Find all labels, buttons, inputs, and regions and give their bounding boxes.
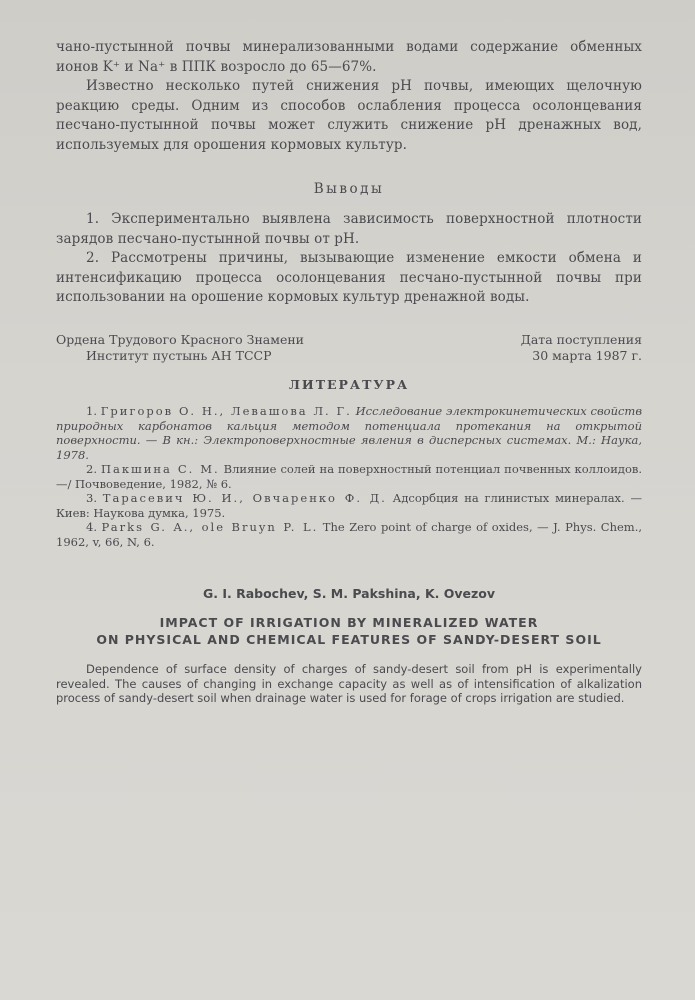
reference-authors: Григоров О. Н., Левашова Л. Г.: [100, 404, 352, 418]
date-value: 30 марта 1987 г.: [532, 348, 642, 363]
english-title-line-2: ON PHYSICAL AND CHEMICAL FEATURES OF SANDY-DESERT SOIL: [96, 632, 602, 647]
reference-number: 3.: [86, 491, 97, 505]
conclusion-item-2: 2. Рассмотрены причины, вызывающие изменение емкости обмена и интенсификацию процесса осолонцевания песчано-пустынной почвы при использовании на орошение кормовых культур дренажной воды.: [56, 250, 642, 305]
affiliation-block: [56, 332, 642, 364]
intro-paragraph-1: чано-пустынной почвы минерализованными водами содержание обменных ионов K⁺ и Na⁺ в ППК возросло до 65—67%.: [56, 39, 642, 75]
reference-authors: Тарасевич Ю. И., Овчаренко Ф. Д.: [102, 491, 387, 505]
reference-number: 1.: [86, 404, 97, 418]
conclusions-list: [56, 210, 642, 308]
institute: [56, 332, 304, 364]
references-list: [56, 404, 642, 549]
reference-item: [56, 404, 642, 462]
conclusions-heading: Выводы: [313, 181, 385, 197]
intro-paragraph-2: Известно несколько путей снижения pH почвы, имеющих щелочную реакцию среды. Одним из способов ослабления процесса осолонцевания песчано-пустынной почвы может служить снижение pH дренажных вод, используемых для орошения кормовых культур.: [56, 78, 642, 153]
reference-authors: Parks G. A., ole Bruyn P. L.: [101, 520, 319, 534]
english-title-line-1: IMPACT OF IRRIGATION BY MINERALIZED WATER: [159, 615, 539, 630]
reference-item: [56, 520, 642, 549]
intro-section: [56, 38, 642, 155]
reference-number: 4.: [86, 520, 97, 534]
reference-item: [56, 491, 642, 520]
reference-text: The Zero point of charge of oxides, — J. Phys. Chem., 1962, v, 66, N, 6.: [56, 520, 643, 549]
reference-text: Исследование электрокинетических свойств природных карбонатов кальция методом потенциала протекания на открытой поверхности. — В кн.: Электроповерхностные явления в дисперсных системах. М.: Наука, 1978.: [56, 404, 643, 462]
reference-item: [56, 462, 642, 491]
reference-text: Адсорбция на глинистых минералах. — Киев: Наукова думка, 1975.: [56, 491, 643, 520]
reference-text: Влияние солей на поверхностный потенциал почвенных коллоидов. —/ Почвоведение, 1982, № 6.: [56, 462, 643, 491]
institute-line-2: Институт пустынь АН ТССР: [86, 348, 272, 363]
english-abstract: Dependence of surface density of charges of sandy-desert soil from pH is experimentally revealed. The causes of changing in exchange capacity as well as of intensification of alkalization process of sandy-desert soil when drainage water is used for forage of crops irrigation are studied.: [56, 662, 642, 705]
references-heading: ЛИТЕРАТУРА: [288, 377, 410, 392]
conclusion-item-1: 1. Экспериментально выявлена зависимость поверхностной плотности зарядов песчано-пустынной почвы от pH.: [56, 211, 642, 247]
institute-line-1: Ордена Трудового Красного Знамени: [56, 332, 305, 347]
reference-authors: Пакшина С. М.: [100, 462, 220, 476]
received-date: [521, 332, 642, 364]
reference-number: 2.: [86, 462, 97, 476]
date-label: Дата поступления: [520, 332, 642, 347]
english-title: [56, 614, 642, 648]
english-authors: G. I. Rabochev, S. M. Pakshina, K. Ovezov: [202, 586, 496, 601]
